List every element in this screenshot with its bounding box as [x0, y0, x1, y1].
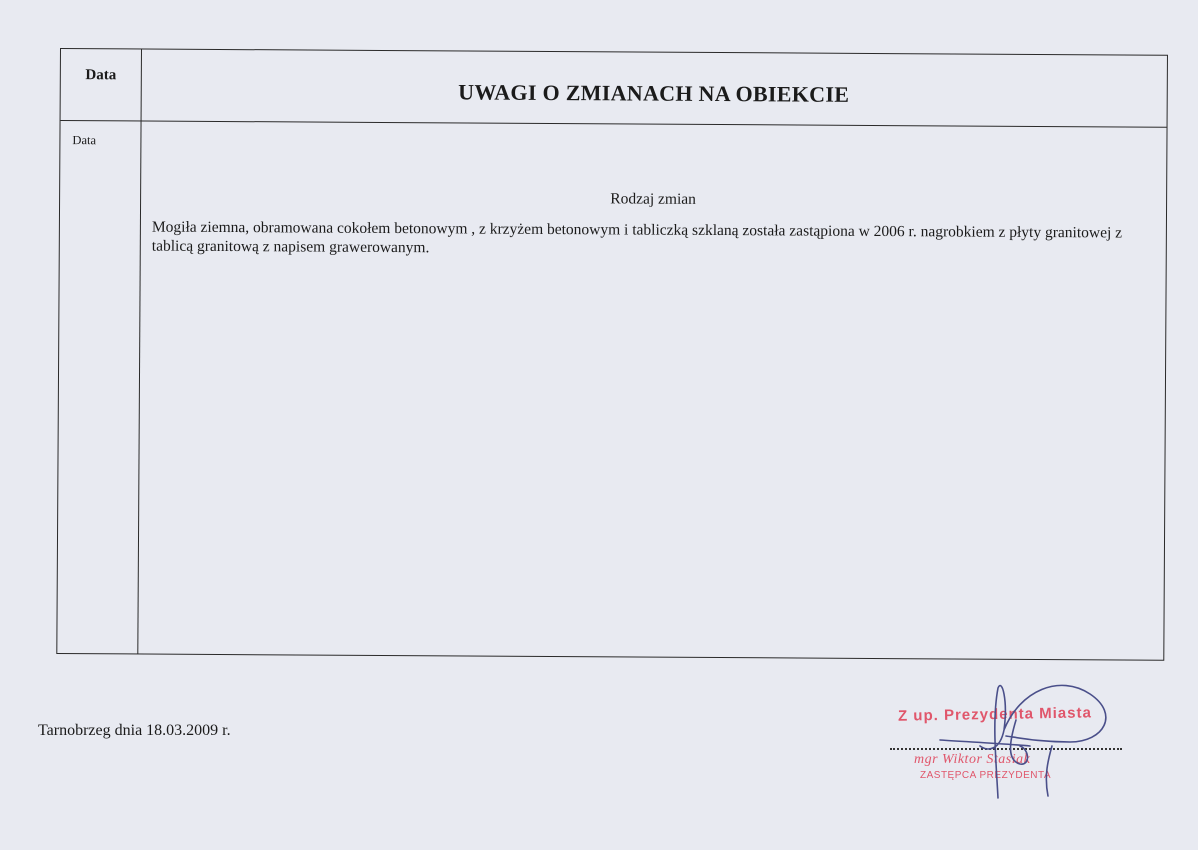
- entry-date-label: Data: [72, 133, 97, 148]
- official-stamp: [880, 680, 1140, 800]
- stamp-name-line: mgr Wiktor Stasiak: [914, 752, 1031, 767]
- changes-table: [56, 48, 1168, 661]
- place-and-date: Tarnobrzeg dnia 18.03.2009 r.: [38, 722, 231, 739]
- handwritten-signature: [880, 680, 1140, 800]
- table-title: UWAGI O ZMIANACH NA OBIEKCIE: [458, 79, 850, 107]
- stamp-authority-line: Z up. Prezydenta Miasta: [897, 704, 1093, 725]
- column-divider: [137, 49, 142, 653]
- stamp-position-line: ZASTĘPCA PREZYDENTA: [920, 770, 1052, 781]
- header-date-label: Data: [85, 67, 117, 84]
- change-description: Mogiła ziemna, obramowana cokołem betonowym , z krzyżem betonowym i tabliczką szklaną została zastąpiona w 2006 r. nagrobkiem z płyty granitowej z tablicą granitową z napisem grawerowanym.: [151, 218, 1123, 257]
- change-type-heading: Rodzaj zmian: [610, 190, 696, 208]
